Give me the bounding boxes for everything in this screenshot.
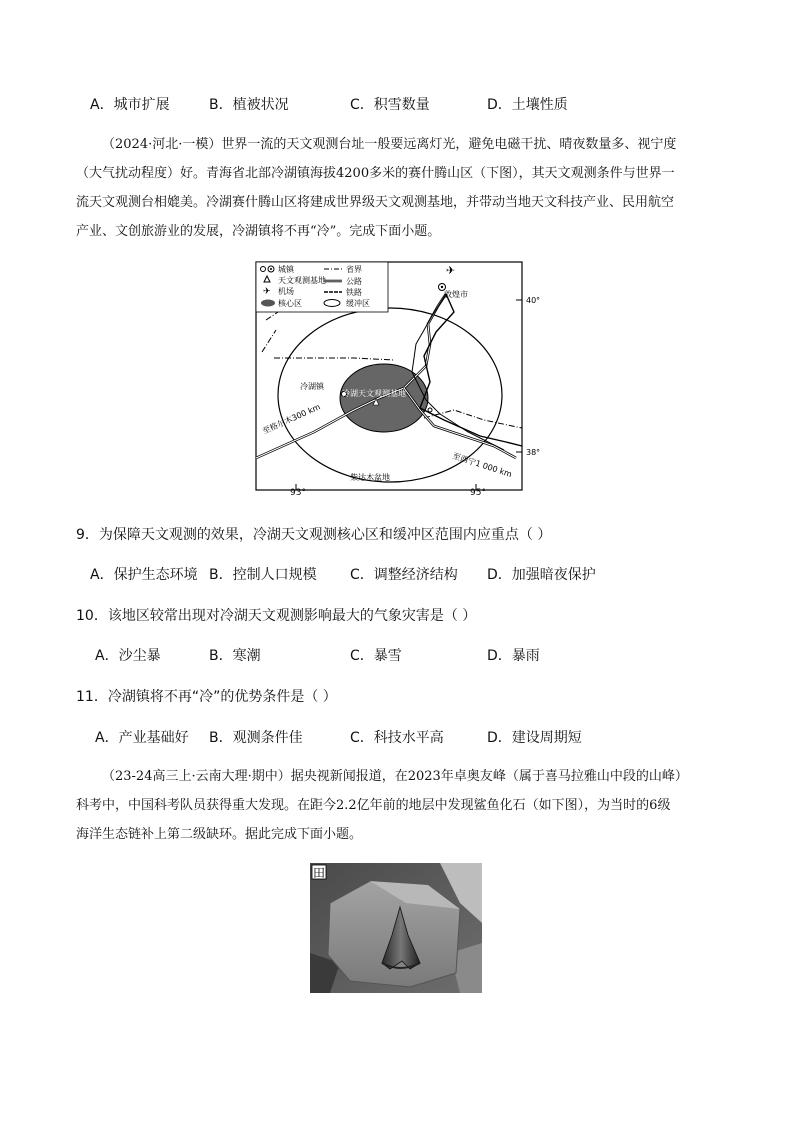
intro-paragraph-fossil bbox=[76, 762, 722, 849]
prev-option-b: B．植被状况 bbox=[209, 97, 289, 113]
q11-option-b: B．观测条件佳 bbox=[209, 730, 303, 746]
photo-corner-mark: 田 bbox=[313, 866, 326, 880]
question-9-stem: 9．为保障天文观测的效果，冷湖天文观测核心区和缓冲区范围内应重点（ ） bbox=[76, 527, 552, 543]
intro-line: （2024·河北·一模）世界一流的天文观测台址一般要远离灯光，避免电磁干扰、晴夜数量多、视宁度 bbox=[102, 137, 677, 152]
lon-95-label: 95° bbox=[470, 488, 486, 498]
prev-option-d: D．土壤性质 bbox=[487, 97, 568, 113]
intro-line: 海洋生态链补上第二级缺环。据此完成下面小题。 bbox=[76, 827, 363, 842]
legend-airport: 机场 bbox=[278, 287, 294, 296]
core-zone bbox=[340, 364, 428, 432]
to-xining-label: 至西宁1 000 km bbox=[451, 451, 514, 480]
intro-line: 产业、文创旅游业的发展，冷湖镇将不再“冷”。完成下面小题。 bbox=[76, 224, 441, 239]
legend-town: 城镇 bbox=[278, 265, 294, 274]
core-legend-icon bbox=[261, 300, 275, 307]
q11-option-a: A．产业基础好 bbox=[95, 730, 189, 746]
legend-core: 核心区 bbox=[278, 299, 302, 308]
q11-option-c: C．科技水平高 bbox=[350, 730, 444, 746]
q9-option-a: A．保护生态环境 bbox=[90, 567, 198, 583]
lenghu-town-label: 冷湖镇 bbox=[300, 382, 324, 391]
q9-option-b: B．控制人口规模 bbox=[209, 567, 317, 583]
legend-road: 公路 bbox=[346, 277, 362, 286]
town-marker-east bbox=[428, 408, 432, 412]
q11-option-d: D．建设周期短 bbox=[487, 730, 582, 746]
legend-province: 省界 bbox=[346, 265, 362, 274]
airport-legend-icon: ✈ bbox=[263, 287, 271, 297]
intro-line: （大气扰动程度）好。青海省北部冷湖镇海拔4200多米的赛什腾山区（下图），其天文观测条件与世界一 bbox=[76, 166, 675, 181]
legend-base: 天文观测基地 bbox=[278, 276, 326, 285]
q10-option-c: C．暴雪 bbox=[350, 648, 402, 664]
q10-option-a: A．沙尘暴 bbox=[95, 648, 161, 664]
intro-paragraph-astronomy bbox=[76, 130, 722, 246]
basin-label: 柴达木盆地 bbox=[350, 473, 390, 482]
q10-option-b: B．寒潮 bbox=[209, 648, 261, 664]
lon-93-label: 93° bbox=[290, 488, 306, 498]
intro-line: 科考中，中国科考队员获得重大发现。在距今2.2亿年前的地层中发现鲨鱼化石（如下图），为当时的6级 bbox=[76, 798, 671, 813]
dunhuang-label: 敦煌市 bbox=[444, 290, 468, 299]
lat-38-label: 38° bbox=[526, 448, 541, 457]
lenghu-map-figure bbox=[254, 260, 541, 496]
q9-option-d: D．加强暗夜保护 bbox=[487, 567, 596, 583]
question-11-stem: 11．冷湖镇将不再“冷”的优势条件是（ ） bbox=[76, 689, 337, 705]
legend-railway: 铁路 bbox=[346, 288, 362, 297]
intro-line: （23-24高三上·云南大理·期中）据央视新闻报道，在2023年卓奥友峰（属于喜马拉雅山中段的山峰） bbox=[102, 769, 688, 784]
question-10-stem: 10．该地区较常出现对冷湖天文观测影响最大的气象灾害是（ ） bbox=[76, 608, 477, 624]
lat-40-label: 40° bbox=[526, 296, 541, 305]
prev-option-c: C．积雪数量 bbox=[350, 97, 430, 113]
q10-option-d: D．暴雨 bbox=[487, 648, 540, 664]
prev-option-a: A．城市扩展 bbox=[90, 97, 170, 113]
q9-option-c: C．调整经济结构 bbox=[350, 567, 458, 583]
airport-icon: ✈ bbox=[446, 264, 456, 277]
to-golmud-label: 至格尔木300 km bbox=[261, 402, 322, 436]
legend-buffer: 缓冲区 bbox=[346, 299, 370, 308]
shark-fossil-photo bbox=[310, 863, 482, 993]
intro-line: 流天文观测台相媲美。冷湖赛什腾山区将建成世界级天文观测基地，并带动当地天文科技产业、民用航空 bbox=[76, 195, 675, 210]
lenghu-base-label: 冷湖天文观测基地 bbox=[342, 389, 406, 398]
